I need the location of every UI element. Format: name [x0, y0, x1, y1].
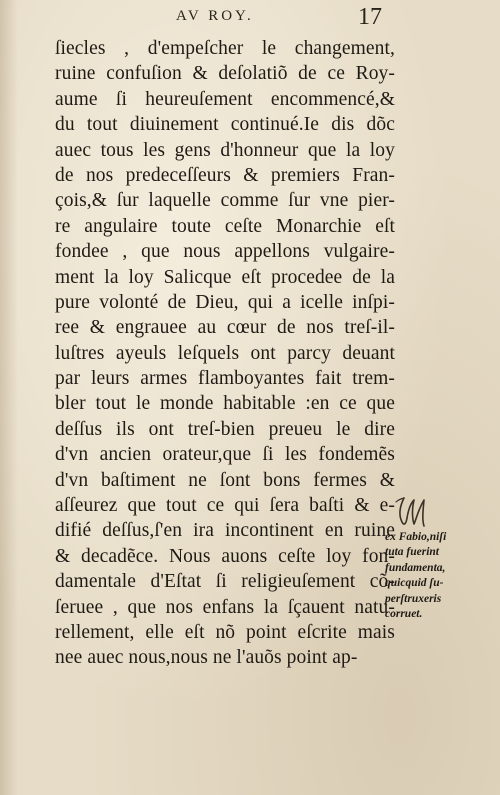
text-line: fondee , que nous appellons vulgaire-: [55, 241, 395, 263]
text-line: rellement, elle eſt nõ point eſcrite mais: [55, 621, 395, 643]
marginal-note-line: quicquid ſu-: [385, 577, 444, 590]
text-line: aume ſi heureuſement encommencé,&: [55, 88, 395, 110]
text-line: d'vn baſtiment ne ſont bons fermes &: [55, 469, 395, 491]
running-head: [0, 4, 500, 32]
text-line: aſſeurez que tout ce qui ſera baſti & e-: [55, 495, 395, 517]
marginal-note-line: tuta fuerint: [385, 546, 440, 559]
text-line: ment la loy Salicque eſt procedee de la: [55, 266, 395, 288]
text-line: ſeruee , que nos enfans la ſçauent natu-: [55, 596, 395, 618]
text-line: pure volonté de Dieu, qui a icelle inſpi-: [55, 291, 395, 313]
marginal-note-line: ex Fabio,niſi: [385, 531, 447, 543]
text-line: luſtres ayeuls leſquels ont parcy deuant: [55, 342, 395, 364]
page-number: 17: [358, 4, 382, 30]
text-line: bler tout le monde habitable :en ce que: [55, 393, 395, 415]
text-line: difié deſſus,ſ'en ira incontinent en ruine: [55, 520, 395, 542]
text-line: ſiecles , d'empeſcher le changement,: [55, 38, 395, 59]
text-line: re angulaire toute ceſte Monarchie eſt: [55, 215, 395, 237]
text-line: nee auec nous,nous ne l'auõs point ap-: [55, 647, 358, 669]
text-line: d'vn ancien orateur,que ſi les fondemẽs: [55, 444, 395, 466]
text-line: ree & engrauee au cœur de nos treſ-il-: [55, 317, 395, 339]
text-line: de nos predeceſſeurs & premiers Fran-: [55, 164, 395, 186]
text-line: auec tous les gens d'honneur que la loy: [55, 139, 395, 161]
marginal-note-line: perſtruxeris: [385, 592, 442, 605]
marginal-note-line: corruet.: [385, 608, 423, 621]
text-line: ruine confuſion & deſolatiõ de ce Roy-: [55, 63, 395, 85]
text-line: & decadẽce. Nous auons ceſte loy fon-: [55, 545, 395, 567]
text-line: du tout diuinement continué.Ie dis dõc: [55, 114, 395, 136]
text-line: par leurs armes flamboyantes fait trem-: [55, 368, 395, 390]
body-text: [55, 36, 395, 671]
text-line: deſſus ils ont treſ-bien preueu le dire: [55, 418, 395, 440]
marginal-note-line: fundamenta,: [385, 561, 446, 574]
running-title: AV ROY.: [176, 8, 254, 24]
marginal-note: [385, 530, 497, 622]
text-line: çois,& ſur laquelle comme ſur vne pier-: [55, 190, 395, 212]
text-line: damentale d'Eſtat ſi religieuſement cõ-: [55, 571, 395, 593]
page-gutter-shadow: [0, 0, 18, 795]
